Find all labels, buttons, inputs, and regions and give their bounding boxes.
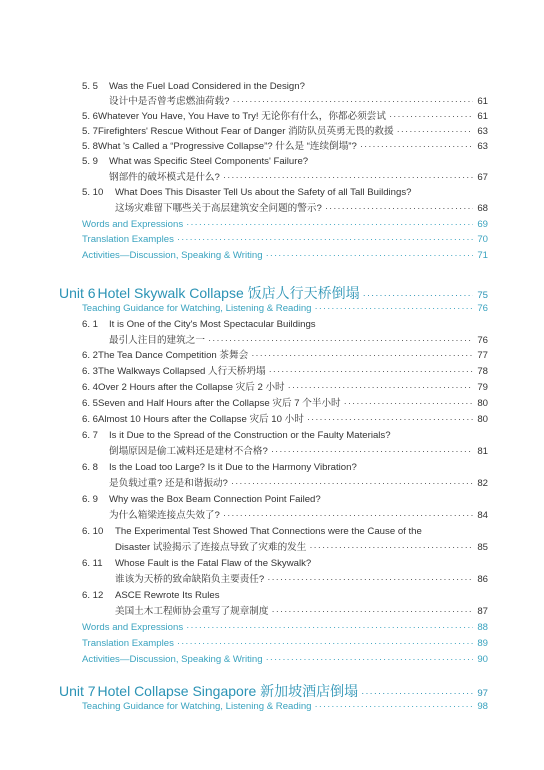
toc-entry-6-7[interactable] xyxy=(82,429,488,442)
entry-page: 63 xyxy=(477,126,488,137)
toc-translation-examples-6[interactable] xyxy=(82,637,488,650)
entry-page: 76 xyxy=(477,335,488,346)
entry-number: 5. 9 xyxy=(82,156,99,167)
entry-number: 6. 8 xyxy=(82,462,99,473)
toc-entry-5-9-cn[interactable] xyxy=(109,171,488,184)
entry-page: 76 xyxy=(477,303,488,314)
entry-number: 5. 8 xyxy=(82,141,99,152)
entry-page: 75 xyxy=(477,290,488,301)
entry-title: 倒塌原因是偷工减料还是建材不合格? xyxy=(109,446,268,457)
entry-title: 这场灾难留下哪些关于高层建筑安全问题的警示? xyxy=(115,203,322,214)
leader-dots xyxy=(266,653,473,666)
entry-page: 79 xyxy=(477,382,488,393)
entry-number: 6. 4 xyxy=(82,382,99,393)
toc-entry-6-3[interactable] xyxy=(82,365,488,378)
entry-title: 是负载过重? 还是和谐振动? xyxy=(109,478,228,489)
entry-title: Was the Fuel Load Considered in the Design? xyxy=(109,81,305,92)
entry-title: The Walkways Collapsed 人行天桥坍塌 xyxy=(98,366,266,377)
entry-page: 70 xyxy=(477,234,488,245)
toc-activities-6[interactable] xyxy=(82,653,488,666)
toc-entry-6-10[interactable] xyxy=(82,525,488,538)
entry-title: Whose Fault is the Fatal Flaw of the Skywalk? xyxy=(115,558,312,569)
unit-number: Unit 6 xyxy=(59,285,96,301)
entry-title: Words and Expressions xyxy=(82,622,184,633)
leader-dots xyxy=(309,541,473,554)
entry-number: 6. 6 xyxy=(82,414,99,425)
toc-entry-5-9[interactable] xyxy=(82,155,488,168)
toc-activities-5[interactable] xyxy=(82,249,488,262)
leader-dots xyxy=(315,700,474,713)
leader-dots xyxy=(271,445,473,458)
toc-entry-6-10-cont[interactable] xyxy=(115,541,488,554)
entry-title: What Does This Disaster Tell Us about the Safety of all Tall Buildings? xyxy=(115,187,412,198)
entry-title: 钢部件的破坏模式是什么? xyxy=(109,172,220,183)
entry-page: 82 xyxy=(477,478,488,489)
toc-entry-6-5[interactable] xyxy=(82,397,488,410)
entry-page: 80 xyxy=(477,414,488,425)
entry-number: 6. 7 xyxy=(82,430,99,441)
toc-entry-5-7[interactable] xyxy=(82,125,488,138)
entry-page: 61 xyxy=(477,96,488,107)
toc-entry-6-4[interactable] xyxy=(82,381,488,394)
entry-page: 89 xyxy=(477,638,488,649)
entry-number: 6. 12 xyxy=(82,590,104,601)
leader-dots xyxy=(389,110,473,123)
leader-dots xyxy=(223,509,473,522)
leader-dots xyxy=(315,302,474,315)
entry-title: Why was the Box Beam Connection Point Failed? xyxy=(109,494,321,505)
entry-page: 88 xyxy=(477,622,488,633)
leader-dots xyxy=(208,334,473,347)
entry-page: 77 xyxy=(477,350,488,361)
leader-dots xyxy=(186,621,473,634)
entry-title: Almost 10 Hours after the Collapse 灾后 10 小时 xyxy=(98,414,304,425)
leader-dots xyxy=(344,397,473,410)
entry-number: 5. 5 xyxy=(82,81,99,92)
toc-words-expressions-5[interactable] xyxy=(82,218,488,231)
leader-dots xyxy=(397,125,473,138)
entry-title: Seven and Half Hours after the Collapse 灾后 7 个半小时 xyxy=(98,398,341,409)
entry-title: What was Specific Steel Components' Failure? xyxy=(109,156,309,167)
toc-entry-5-10-cn[interactable] xyxy=(115,202,488,215)
leader-dots xyxy=(266,249,473,262)
entry-number: 6. 2 xyxy=(82,350,99,361)
entry-title: Activities—Discussion, Speaking & Writing xyxy=(82,250,263,261)
toc-entry-6-1-cn[interactable] xyxy=(109,334,488,347)
toc-entry-5-8[interactable] xyxy=(82,140,488,153)
leader-dots xyxy=(231,477,473,490)
toc-entry-6-11-cn[interactable] xyxy=(115,573,488,586)
toc-teaching-guidance-6[interactable] xyxy=(82,302,488,315)
entry-title: Translation Examples xyxy=(82,638,174,649)
leader-dots xyxy=(269,365,473,378)
entry-title: The Experimental Test Showed That Connections were the Cause of the xyxy=(115,526,422,537)
leader-dots xyxy=(272,605,474,618)
entry-title: Words and Expressions xyxy=(82,219,184,230)
entry-number: 6. 5 xyxy=(82,398,99,409)
entry-title: Firefighters' Rescue Without Fear of Danger 消防队员英勇无畏的救援 xyxy=(98,126,394,137)
entry-page: 78 xyxy=(477,366,488,377)
entry-page: 80 xyxy=(477,398,488,409)
leader-dots xyxy=(177,233,473,246)
toc-translation-examples-5[interactable] xyxy=(82,233,488,246)
entry-number: 6. 11 xyxy=(82,558,103,569)
leader-dots xyxy=(177,637,473,650)
entry-page: 71 xyxy=(477,250,488,261)
leader-dots xyxy=(360,140,473,153)
entry-title: Whatever You Have, You Have to Try! 无论你有什么，你都必须尝试 xyxy=(98,111,386,122)
entry-title: Activities—Discussion, Speaking & Writing xyxy=(82,654,263,665)
entry-title: 美国土木工程师协会重写了规章制度 xyxy=(115,606,269,617)
entry-title: Is the Load too Large? Is it Due to the Harmony Vibration? xyxy=(109,462,357,473)
entry-number: 6. 10 xyxy=(82,526,104,537)
entry-title: What 's Called a “Progressive Collapse”? 什么是 “连续倒塌”? xyxy=(98,141,357,152)
toc-entry-5-5[interactable] xyxy=(82,80,488,93)
entry-page: 85 xyxy=(477,542,488,553)
leader-dots xyxy=(186,218,473,231)
leader-dots xyxy=(325,202,473,215)
leader-dots xyxy=(267,573,473,586)
entry-title: Translation Examples xyxy=(82,234,174,245)
entry-number: 6. 1 xyxy=(82,319,99,330)
entry-title: 最引人注目的建筑之一 xyxy=(109,335,205,346)
entry-page: 87 xyxy=(477,606,488,617)
leader-dots xyxy=(251,349,473,362)
entry-title: 设计中是否曾考虑燃油荷载? xyxy=(109,96,230,107)
entry-title: Is it Due to the Spread of the Construction or the Faulty Materials? xyxy=(109,430,391,441)
entry-page: 63 xyxy=(477,141,488,152)
entry-page: 68 xyxy=(477,203,488,214)
entry-title: The Tea Dance Competition 茶舞会 xyxy=(98,350,249,361)
unit-title: Hotel Skywalk Collapse 饭店人行天桥倒塌 xyxy=(97,285,360,301)
toc-entry-6-8[interactable] xyxy=(82,461,488,474)
leader-dots xyxy=(223,171,473,184)
entry-number: 6. 3 xyxy=(82,366,99,377)
entry-page: 90 xyxy=(477,654,488,665)
entry-page: 69 xyxy=(477,219,488,230)
entry-number: 5. 7 xyxy=(82,126,99,137)
toc-entry-6-12[interactable] xyxy=(82,589,488,602)
entry-title: ASCE Rewrote Its Rules xyxy=(115,590,220,601)
leader-dots xyxy=(232,95,473,108)
toc-entry-6-9-cn[interactable] xyxy=(109,509,488,522)
entry-title: 为什么箱梁连接点失效了? xyxy=(109,510,220,521)
unit-title: Hotel Collapse Singapore 新加坡酒店倒塌 xyxy=(97,683,359,699)
entry-title: Teaching Guidance for Watching, Listening & Reading xyxy=(82,303,312,314)
entry-title: Disaster 试验揭示了连接点导致了灾难的发生 xyxy=(115,542,307,553)
toc-entry-6-8-cn[interactable] xyxy=(109,477,488,490)
toc-entry-6-11[interactable] xyxy=(82,557,488,570)
entry-title: 谁该为天桥的致命缺陷负主要责任? xyxy=(115,574,265,585)
toc-words-expressions-6[interactable] xyxy=(82,621,488,634)
toc-entry-6-12-cn[interactable] xyxy=(115,605,488,618)
entry-number: 6. 9 xyxy=(82,494,99,505)
entry-number: 5. 10 xyxy=(82,187,104,198)
entry-page: 86 xyxy=(477,574,488,585)
toc-entry-6-2[interactable] xyxy=(82,349,488,362)
unit-number: Unit 7 xyxy=(59,683,96,699)
leader-dots xyxy=(307,413,473,426)
entry-page: 61 xyxy=(477,111,488,122)
entry-page: 98 xyxy=(477,701,488,712)
toc-entry-5-5-cn[interactable] xyxy=(109,95,488,108)
entry-title: Teaching Guidance for Watching, Listening & Reading xyxy=(82,701,312,712)
entry-number: 5. 6 xyxy=(82,111,99,122)
toc-entry-6-7-cn[interactable] xyxy=(109,445,488,458)
leader-dots xyxy=(288,381,473,394)
entry-title: Over 2 Hours after the Collapse 灾后 2 小时 xyxy=(98,382,285,393)
entry-page: 84 xyxy=(477,510,488,521)
entry-page: 81 xyxy=(477,446,488,457)
toc-entry-5-10[interactable] xyxy=(82,186,488,199)
entry-page: 97 xyxy=(477,688,488,699)
entry-title: It is One of the City's Most Spectacular Buildings xyxy=(109,319,316,330)
toc-entry-6-6[interactable] xyxy=(82,413,488,426)
entry-page: 67 xyxy=(477,172,488,183)
toc-entry-6-1[interactable] xyxy=(82,318,488,331)
toc-entry-6-9[interactable] xyxy=(82,493,488,506)
toc-entry-5-6[interactable] xyxy=(82,110,488,123)
toc-teaching-guidance-7[interactable] xyxy=(82,700,488,713)
